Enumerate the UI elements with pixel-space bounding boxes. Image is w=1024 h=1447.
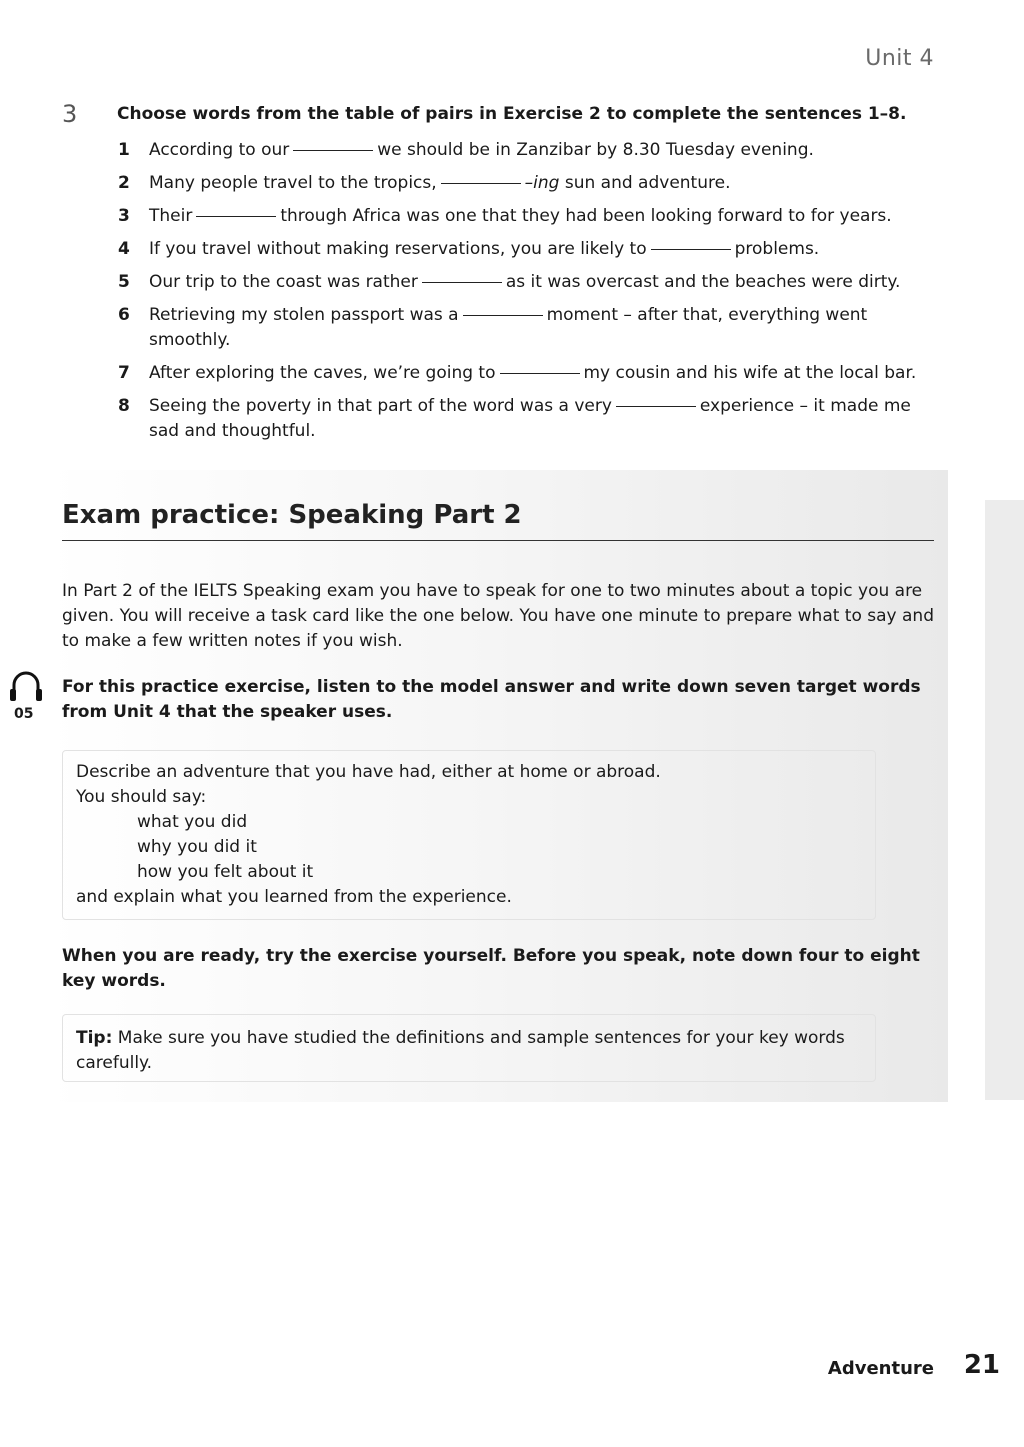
unit-label: Unit 4 [865,46,934,71]
sentence-text: we should be in Zanzibar by 8.30 Tuesday evening. [377,140,814,160]
task-point: how you felt about it [137,862,314,882]
sentence-item [118,237,938,262]
sentence-item [118,361,938,386]
footer-topic: Adventure [827,1358,934,1379]
answer-blank[interactable] [422,282,502,283]
sentence-item [118,394,938,444]
answer-blank[interactable] [616,406,696,407]
sentence-text: If you travel without making reservations, you are likely to [149,239,647,259]
sentence-number: 6 [118,305,130,325]
sentence-text: Our trip to the coast was rather [149,272,418,292]
sentence-number: 8 [118,396,130,416]
task-closing: and explain what you learned from the experience. [76,887,512,907]
sentence-number: 1 [118,140,130,160]
sentence-text: According to our [149,140,290,160]
sentence-text: problems. [734,239,820,259]
sentence-text: sun and adventure. [559,173,731,193]
sentence-number: 7 [118,363,130,383]
sentence-suffix: –ing [524,173,560,193]
sentence-text: After exploring the caves, we’re going to [149,363,496,383]
sentence-text: experience – it made me sad and thoughtful. [149,396,911,441]
practice-instruction: For this practice exercise, listen to the model answer and write down seven target words from Unit 4 that the speaker uses. [62,677,921,722]
sentence-text: my cousin and his wife at the local bar. [583,363,917,383]
sentence-item [118,171,938,196]
sentence-item [118,204,938,229]
section-intro: In Part 2 of the IELTS Speaking exam you have to speak for one to two minutes about a topic you are given. You will receive a task card like the one below. You have one minute to prepare what to say and to make a few written notes if you wish. [62,581,934,651]
sentence-text: Retrieving my stolen passport was a [149,305,459,325]
task-point: why you did it [137,837,257,857]
task-prompt: Describe an adventure that you have had, either at home or abroad. [76,762,661,782]
sentence-list [118,138,938,452]
answer-blank[interactable] [441,183,521,184]
audio-track-number: 05 [14,706,34,722]
answer-blank[interactable] [651,249,731,250]
tip-text [76,1026,856,1076]
page-number: 21 [963,1350,1000,1380]
sentence-item [118,303,938,353]
sentence-text: Many people travel to the tropics, [149,173,437,193]
sentence-text: as it was overcast and the beaches were dirty. [505,272,901,292]
page-edge-shading [985,500,1024,1100]
task-point: what you did [137,812,248,832]
sentence-number: 5 [118,272,130,292]
sentence-item [118,270,938,295]
sentence-text: through Africa was one that they had been looking forward to for years. [280,206,892,226]
sentence-number: 3 [118,206,130,226]
section-divider [62,540,934,541]
answer-blank[interactable] [293,150,373,151]
exercise-number: 3 [62,100,78,128]
tip-body: Make sure you have studied the definitions and sample sentences for your key words carefully. [76,1028,845,1073]
answer-blank[interactable] [463,315,543,316]
ready-instruction: When you are ready, try the exercise yourself. Before you speak, note down four to eight key words. [62,946,920,991]
task-say-label: You should say: [76,787,207,807]
sentence-item [118,138,938,163]
sentence-text: moment – after that, everything went smoothly. [149,305,868,350]
sentence-text: Seeing the poverty in that part of the word was a very [149,396,612,416]
sentence-text: Their [149,206,193,226]
exercise-instruction: Choose words from the table of pairs in Exercise 2 to complete the sentences 1–8. [117,104,907,124]
section-title: Exam practice: Speaking Part 2 [62,500,522,530]
answer-blank[interactable] [196,216,276,217]
headphones-icon[interactable] [6,668,46,704]
answer-blank[interactable] [500,373,580,374]
sentence-number: 2 [118,173,130,193]
sentence-number: 4 [118,239,130,259]
task-card-text [76,760,856,910]
tip-label: Tip: [76,1028,113,1048]
